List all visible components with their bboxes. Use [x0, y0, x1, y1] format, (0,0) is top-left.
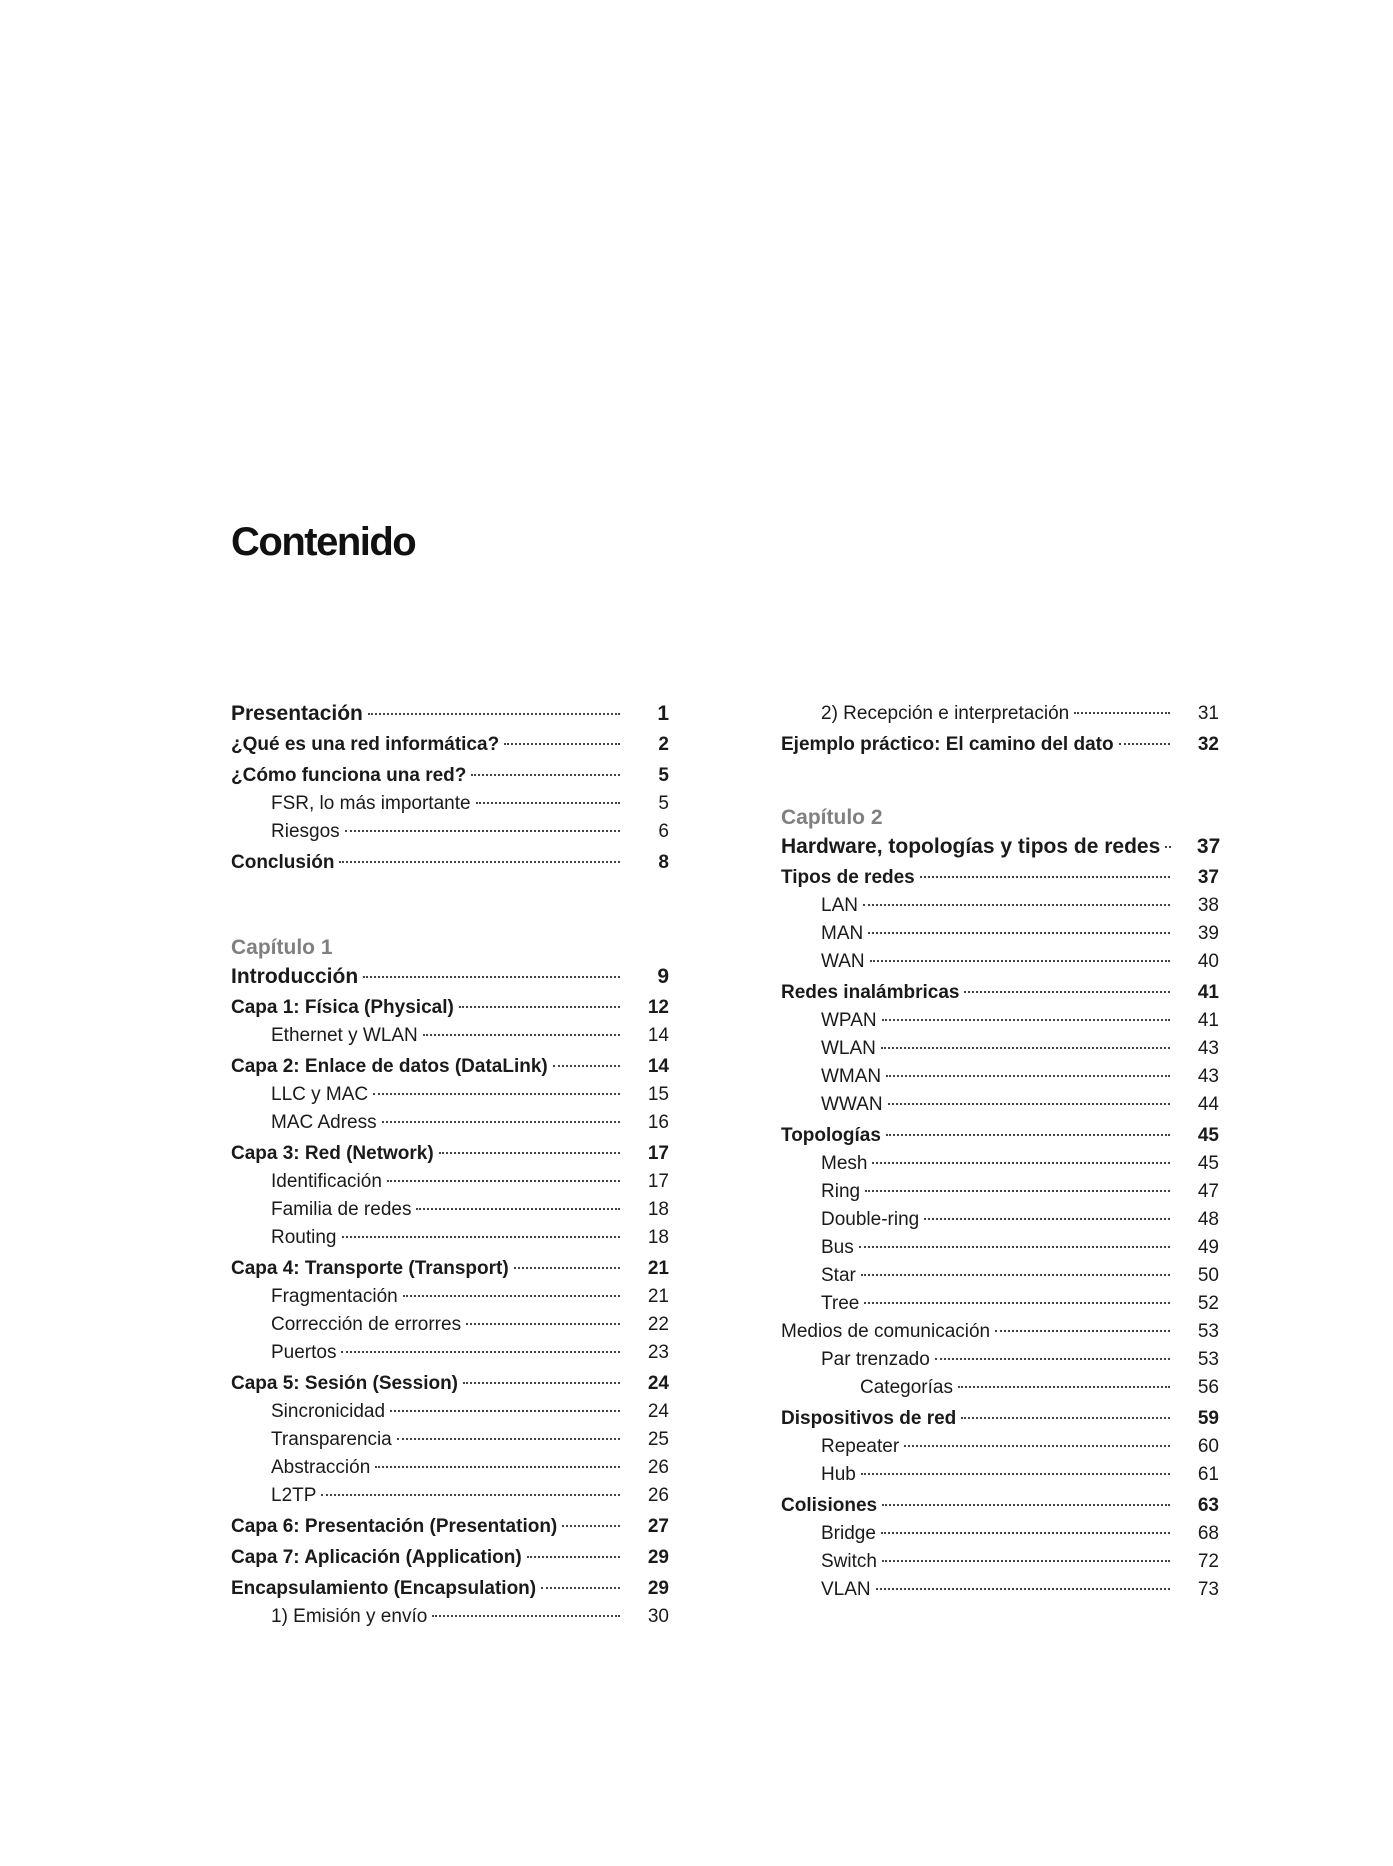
toc-entry-title: FSR, lo más importante — [271, 793, 471, 814]
dot-leader — [397, 1438, 620, 1440]
toc-page-number: 41 — [1197, 982, 1219, 1003]
toc-page-number: 61 — [1197, 1464, 1219, 1485]
toc-right-column — [781, 700, 1219, 1604]
toc-entry-title: Bridge — [821, 1523, 876, 1544]
toc-entry-title: Par trenzado — [821, 1349, 930, 1370]
dot-leader — [368, 713, 620, 715]
toc-entry-title: 2) Recepción e interpretación — [821, 703, 1070, 724]
toc-entry-title: LLC y MAC — [271, 1084, 369, 1105]
toc-page-number: 25 — [647, 1429, 669, 1450]
toc-entry-title: Conclusión — [231, 852, 335, 873]
toc-page-number: 8 — [658, 852, 669, 873]
toc-entry[interactable] — [781, 892, 1219, 920]
toc-entry[interactable] — [231, 1081, 669, 1109]
toc-entry-title: Colisiones — [781, 1495, 878, 1516]
toc-page-number: 12 — [647, 997, 669, 1018]
chapter-heading: Capítulo 1 — [231, 936, 333, 959]
toc-page-number: 43 — [1197, 1038, 1219, 1059]
toc-entry[interactable] — [231, 849, 669, 877]
toc-entry-title: Sincronicidad — [271, 1401, 386, 1422]
toc-entry-title: Medios de comunicación — [781, 1321, 991, 1342]
toc-entry[interactable] — [781, 979, 1219, 1007]
toc-entry[interactable] — [781, 1290, 1219, 1318]
toc-entry[interactable] — [231, 1426, 669, 1454]
dot-leader — [339, 861, 620, 863]
toc-page-number: 73 — [1197, 1579, 1219, 1600]
toc-entry-title: Transparencia — [271, 1429, 392, 1450]
toc-entry[interactable] — [231, 994, 669, 1022]
toc-entry-title: Capa 4: Transporte (Transport) — [231, 1258, 509, 1279]
dot-leader — [920, 876, 1170, 878]
toc-entry-title: Redes inalámbricas — [781, 982, 960, 1003]
toc-entry[interactable] — [231, 1575, 669, 1603]
toc-entry-title: Riesgos — [271, 821, 340, 842]
dot-leader — [886, 1134, 1170, 1136]
toc-entry[interactable] — [231, 1224, 669, 1252]
dot-leader — [342, 1236, 621, 1238]
toc-entry[interactable] — [231, 1196, 669, 1224]
toc-entry-title: Introducción — [231, 965, 359, 988]
dot-leader — [321, 1494, 620, 1496]
dot-leader — [390, 1410, 620, 1412]
toc-entry[interactable] — [231, 1513, 669, 1541]
toc-entry[interactable] — [231, 1109, 669, 1137]
toc-page-number: 14 — [647, 1056, 669, 1077]
dot-leader — [935, 1358, 1170, 1360]
dot-leader — [859, 1246, 1170, 1248]
toc-page-number: 41 — [1197, 1010, 1219, 1031]
toc-entry-title: Puertos — [271, 1342, 337, 1363]
toc-entry-title: Abstracción — [271, 1457, 371, 1478]
dot-leader — [870, 960, 1170, 962]
dot-leader — [886, 1075, 1170, 1077]
toc-entry-title: Capa 1: Física (Physical) — [231, 997, 454, 1018]
dot-leader — [904, 1445, 1170, 1447]
toc-entry[interactable] — [781, 1035, 1219, 1063]
dot-leader — [882, 1019, 1170, 1021]
toc-entry[interactable] — [781, 1576, 1219, 1604]
toc-page-number: 16 — [647, 1112, 669, 1133]
dot-leader — [439, 1152, 620, 1154]
toc-entry[interactable] — [781, 1178, 1219, 1206]
dot-leader — [373, 1093, 620, 1095]
toc-page-number: 17 — [647, 1171, 669, 1192]
toc-page-number: 30 — [647, 1606, 669, 1627]
toc-entry[interactable] — [781, 1492, 1219, 1520]
dot-leader — [463, 1382, 620, 1384]
toc-entry[interactable] — [231, 1022, 669, 1050]
toc-entry-title: Capa 3: Red (Network) — [231, 1143, 434, 1164]
toc-page-number: 45 — [1197, 1153, 1219, 1174]
toc-entry-title: Ring — [821, 1181, 861, 1202]
toc-page-number: 39 — [1197, 923, 1219, 944]
toc-entry[interactable] — [231, 963, 669, 991]
toc-entry[interactable] — [781, 1461, 1219, 1489]
dot-leader — [861, 1274, 1170, 1276]
toc-left-column — [231, 700, 669, 1631]
toc-entry[interactable] — [781, 1374, 1219, 1402]
toc-entry-title: Topologías — [781, 1125, 881, 1146]
toc-entry[interactable] — [781, 1007, 1219, 1035]
dot-leader — [363, 976, 620, 978]
toc-entry[interactable] — [231, 818, 669, 846]
toc-entry-title: L2TP — [271, 1485, 317, 1506]
toc-page-number: 5 — [658, 765, 669, 786]
dot-leader — [995, 1330, 1170, 1332]
toc-entry[interactable] — [231, 1398, 669, 1426]
toc-page-number: 40 — [1197, 951, 1219, 972]
toc-entry[interactable] — [781, 1234, 1219, 1262]
toc-entry[interactable] — [231, 1603, 669, 1631]
toc-page-number: 15 — [647, 1084, 669, 1105]
toc-entry[interactable] — [781, 1318, 1219, 1346]
toc-entry-title: WLAN — [821, 1038, 876, 1059]
toc-entry-title: Capa 5: Sesión (Session) — [231, 1373, 459, 1394]
toc-entry-title: Star — [821, 1265, 856, 1286]
toc-entry-title: Bus — [821, 1237, 854, 1258]
toc-entry[interactable] — [781, 700, 1219, 728]
toc-entry-title: Presentación — [231, 702, 363, 725]
toc-entry[interactable] — [781, 731, 1219, 759]
toc-page-number: 24 — [647, 1373, 669, 1394]
toc-entry[interactable] — [231, 1283, 669, 1311]
toc-page-number: 5 — [658, 793, 669, 814]
toc-entry[interactable] — [781, 1091, 1219, 1119]
toc-page-number: 32 — [1197, 734, 1219, 755]
toc-entry-title: Routing — [271, 1227, 337, 1248]
page-title: Contenido — [231, 520, 416, 564]
dot-leader — [881, 1047, 1170, 1049]
toc-entry-title: Encapsulamiento (Encapsulation) — [231, 1578, 537, 1599]
dot-leader — [881, 1532, 1170, 1534]
toc-entry-title: WWAN — [821, 1094, 883, 1115]
chapter-heading: Capítulo 2 — [781, 806, 883, 829]
toc-entry-title: WPAN — [821, 1010, 877, 1031]
toc-entry-title: WAN — [821, 951, 865, 972]
toc-entry-title: Identificación — [271, 1171, 382, 1192]
toc-page-number: 29 — [647, 1547, 669, 1568]
dot-leader — [466, 1323, 620, 1325]
toc-entry-title: Mesh — [821, 1153, 868, 1174]
toc-entry[interactable] — [231, 1482, 669, 1510]
toc-entry[interactable] — [231, 1370, 669, 1398]
toc-entry-title: WMAN — [821, 1066, 882, 1087]
toc-page-number: 29 — [647, 1578, 669, 1599]
toc-page-number: 59 — [1197, 1408, 1219, 1429]
dot-leader — [958, 1386, 1170, 1388]
toc-entry-title: Ejemplo práctico: El camino del dato — [781, 734, 1114, 755]
dot-leader — [964, 991, 1170, 993]
toc-entry[interactable] — [781, 920, 1219, 948]
dot-leader — [888, 1103, 1170, 1105]
toc-page-number: 18 — [647, 1199, 669, 1220]
toc-entry[interactable] — [231, 1255, 669, 1283]
toc-entry-title: Hub — [821, 1464, 856, 1485]
toc-entry-title: ¿Cómo funciona una red? — [231, 765, 467, 786]
toc-entry[interactable] — [781, 1262, 1219, 1290]
toc-page-number: 38 — [1197, 895, 1219, 916]
toc-page-number: 9 — [657, 965, 669, 988]
toc-entry-title: VLAN — [821, 1579, 871, 1600]
toc-page-number: 44 — [1197, 1094, 1219, 1115]
toc-page-number: 68 — [1197, 1523, 1219, 1544]
dot-leader — [1165, 846, 1171, 848]
toc-page-number: 17 — [647, 1143, 669, 1164]
dot-leader — [514, 1267, 620, 1269]
dot-leader — [882, 1504, 1170, 1506]
toc-entry[interactable] — [781, 1405, 1219, 1433]
toc-entry[interactable] — [231, 1311, 669, 1339]
dot-leader — [345, 830, 620, 832]
toc-page-number: 23 — [647, 1342, 669, 1363]
toc-entry[interactable] — [781, 864, 1219, 892]
dot-leader — [1074, 712, 1170, 714]
dot-leader — [553, 1065, 620, 1067]
dot-leader — [471, 774, 620, 776]
toc-entry[interactable] — [781, 1433, 1219, 1461]
toc-entry-title: MAN — [821, 923, 864, 944]
dot-leader — [476, 802, 620, 804]
toc-page-number: 48 — [1197, 1209, 1219, 1230]
toc-page-number: 26 — [647, 1485, 669, 1506]
toc-entry[interactable] — [781, 1206, 1219, 1234]
dot-leader — [416, 1208, 620, 1210]
toc-page-number: 60 — [1197, 1436, 1219, 1457]
dot-leader — [504, 743, 620, 745]
toc-page-number: 21 — [647, 1258, 669, 1279]
toc-entry-title: Familia de redes — [271, 1199, 412, 1220]
toc-entry[interactable] — [231, 1140, 669, 1168]
toc-page-number: 6 — [658, 821, 669, 842]
toc-entry[interactable] — [231, 1053, 669, 1081]
dot-leader — [924, 1218, 1170, 1220]
dot-leader — [1119, 743, 1170, 745]
toc-entry[interactable] — [231, 731, 669, 759]
toc-entry-title: Corrección de errorres — [271, 1314, 462, 1335]
dot-leader — [382, 1121, 620, 1123]
dot-leader — [961, 1417, 1170, 1419]
toc-page-number: 1 — [657, 702, 669, 725]
toc-entry-title: Double-ring — [821, 1209, 920, 1230]
toc-page-number: 24 — [647, 1401, 669, 1422]
toc-page-number: 63 — [1197, 1495, 1219, 1516]
toc-page-number: 52 — [1197, 1293, 1219, 1314]
toc-page-number: 27 — [647, 1516, 669, 1537]
toc-page-number: 26 — [647, 1457, 669, 1478]
toc-entry[interactable] — [781, 1346, 1219, 1374]
toc-page-number: 45 — [1197, 1125, 1219, 1146]
toc-entry[interactable] — [231, 1454, 669, 1482]
toc-entry[interactable] — [231, 700, 669, 728]
toc-entry-title: 1) Emisión y envío — [271, 1606, 428, 1627]
toc-page-number: 49 — [1197, 1237, 1219, 1258]
toc-entry-title: Tree — [821, 1293, 860, 1314]
toc-page-number: 53 — [1197, 1321, 1219, 1342]
dot-leader — [375, 1466, 620, 1468]
toc-page-number: 18 — [647, 1227, 669, 1248]
toc-entry-title: Capa 6: Presentación (Presentation) — [231, 1516, 558, 1537]
dot-leader — [876, 1588, 1170, 1590]
toc-entry-title: Capa 7: Aplicación (Application) — [231, 1547, 522, 1568]
toc-entry[interactable] — [231, 1544, 669, 1572]
dot-leader — [861, 1473, 1170, 1475]
dot-leader — [341, 1351, 620, 1353]
toc-entry-title: Categorías — [860, 1377, 953, 1398]
toc-entry[interactable] — [231, 790, 669, 818]
dot-leader — [882, 1560, 1170, 1562]
toc-entry[interactable] — [781, 1548, 1219, 1576]
dot-leader — [527, 1556, 620, 1558]
dot-leader — [865, 1190, 1170, 1192]
toc-page-number: 56 — [1197, 1377, 1219, 1398]
toc-entry-title: Ethernet y WLAN — [271, 1025, 418, 1046]
toc-entry-title: LAN — [821, 895, 858, 916]
toc-entry[interactable] — [781, 1063, 1219, 1091]
dot-leader — [403, 1295, 620, 1297]
toc-page-number: 37 — [1197, 867, 1219, 888]
toc-page-number: 43 — [1197, 1066, 1219, 1087]
toc-page-number: 47 — [1197, 1181, 1219, 1202]
toc-entry[interactable] — [781, 1150, 1219, 1178]
toc-entry-title: ¿Qué es una red informática? — [231, 734, 500, 755]
toc-page-number: 2 — [658, 734, 669, 755]
dot-leader — [541, 1587, 620, 1589]
toc-entry-title: Switch — [821, 1551, 877, 1572]
toc-page-number: 72 — [1197, 1551, 1219, 1572]
toc-page-number: 22 — [647, 1314, 669, 1335]
toc-entry-title: Hardware, topologías y tipos de redes — [781, 835, 1161, 858]
toc-page-number: 21 — [647, 1286, 669, 1307]
toc-page-number: 53 — [1197, 1349, 1219, 1370]
toc-page-number: 50 — [1197, 1265, 1219, 1286]
dot-leader — [432, 1615, 620, 1617]
toc-entry[interactable] — [781, 1122, 1219, 1150]
dot-leader — [872, 1162, 1170, 1164]
toc-entry-title: Repeater — [821, 1436, 900, 1457]
toc-entry[interactable] — [231, 1339, 669, 1367]
toc-page-number: 31 — [1197, 703, 1219, 724]
dot-leader — [459, 1006, 620, 1008]
toc-entry-title: Capa 2: Enlace de datos (DataLink) — [231, 1056, 548, 1077]
toc-entry-title: MAC Adress — [271, 1112, 377, 1133]
toc-entry-title: Tipos de redes — [781, 867, 915, 888]
dot-leader — [864, 1302, 1170, 1304]
toc-entry-title: Dispositivos de red — [781, 1408, 957, 1429]
dot-leader — [423, 1034, 620, 1036]
toc-page-number: 14 — [647, 1025, 669, 1046]
toc-entry[interactable] — [231, 762, 669, 790]
dot-leader — [387, 1180, 620, 1182]
toc-entry[interactable] — [781, 1520, 1219, 1548]
toc-page-number: 37 — [1196, 835, 1221, 858]
dot-leader — [868, 932, 1170, 934]
dot-leader — [863, 904, 1170, 906]
dot-leader — [562, 1525, 620, 1527]
toc-entry[interactable] — [781, 833, 1219, 861]
toc-entry-title: Fragmentación — [271, 1286, 398, 1307]
toc-entry[interactable] — [781, 948, 1219, 976]
toc-entry[interactable] — [231, 1168, 669, 1196]
